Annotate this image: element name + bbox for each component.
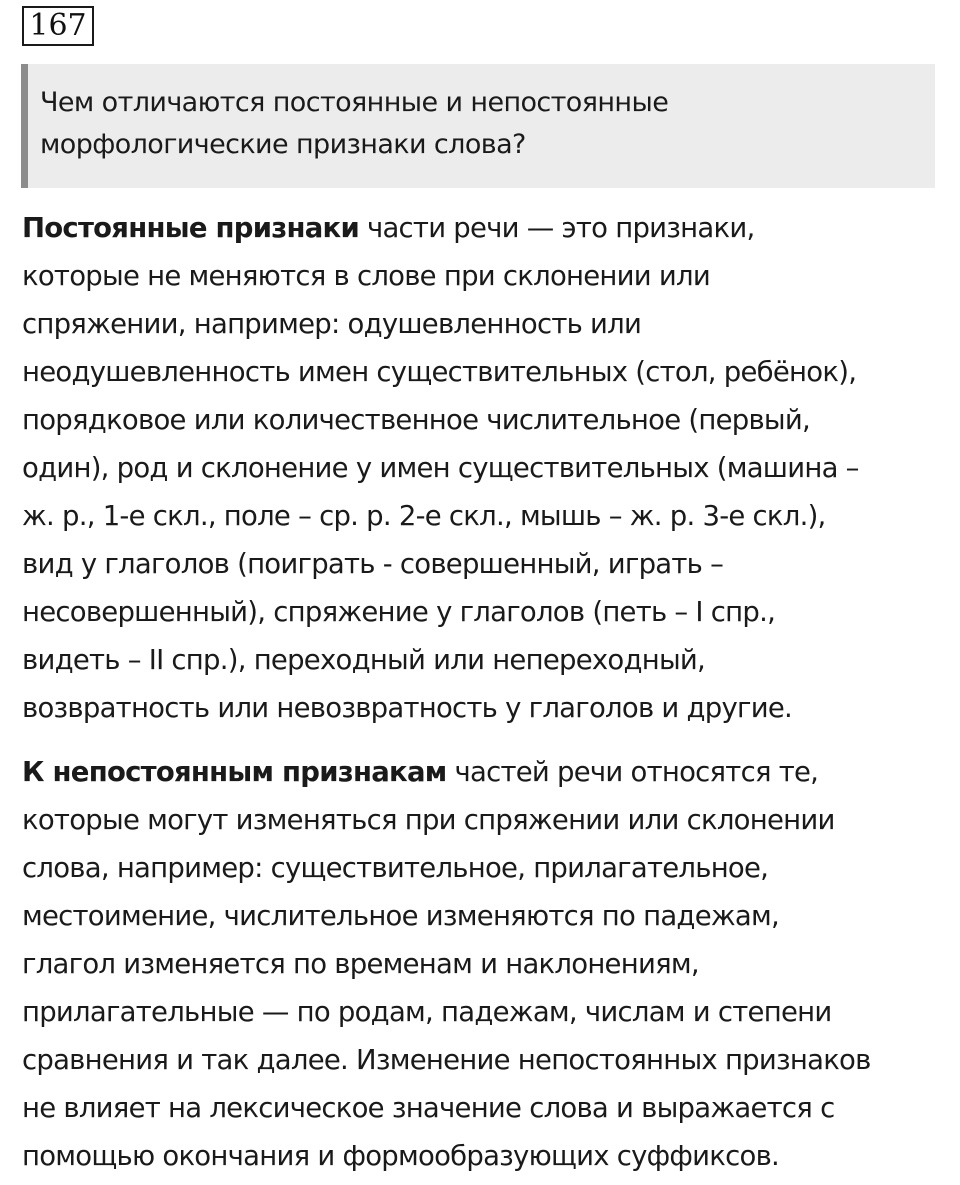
task-number: 167 [22, 6, 94, 46]
question-box [21, 64, 935, 188]
question-text: Чем отличаются постоянные и непостоянные морфологические признаки слова? [40, 87, 669, 160]
paragraph-body: частей речи относятся те, которые могут изменяться при спряжении или склонении слова, например: существительное, прилагательное, местоимение, числительное изменяются по падежам, глагол изменяется по временам и наклонениям, прилагательные — по родам, падежам, числам и степени сравнения и так далее. Изменение непостоянных признаков не влияет на лексическое значение слова и выражается с помощью окончания и формообразующих суффиксов. [22, 756, 871, 1172]
paragraph-lead-term: Постоянные признаки [22, 212, 359, 244]
paragraph-body: части речи — это признаки, которые не меняются в слове при склонении или спряжении, например: одушевленность или неодушевленность имен существительных (стол, ребёнок), порядковое или количественное числительное (первый, один), род и склонение у имен существительных (машина – ж. р., 1-е скл., поле – ср. р. 2-е скл., мышь – ж. р. 3-е скл.), вид у глаголов (поиграть - совершенный, играть – несовершенный), спряжение у глаголов (петь – I спр., видеть – II спр.), переходный или непереходный, возвратность или невозвратность у глаголов и другие. [22, 212, 859, 724]
answer-paragraph-variable-features [22, 748, 947, 1180]
answer-paragraph-constant-features [22, 204, 947, 732]
paragraph-lead-term: К непостоянным признакам [22, 756, 447, 788]
